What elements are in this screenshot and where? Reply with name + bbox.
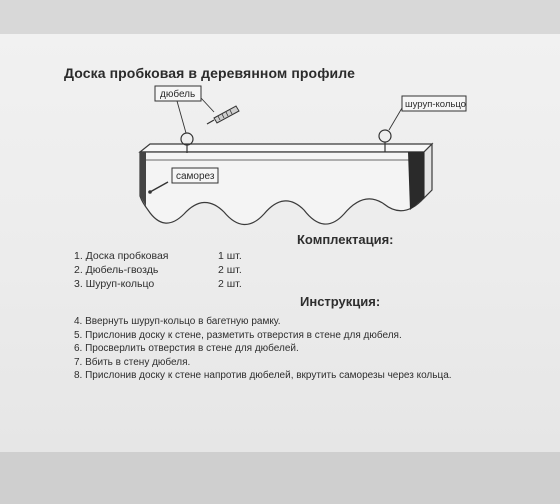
kit-item <box>74 250 274 264</box>
instruction-step: 5. Прислонив доску к стене, разметить отверстия в стене для дюбеля. <box>74 329 402 341</box>
kit-item-qty: 2 шт. <box>218 264 242 276</box>
dowel-label <box>155 86 214 133</box>
kit-heading: Комплектация: <box>297 232 394 247</box>
instructions-heading: Инструкция: <box>300 294 381 309</box>
instructions-list <box>74 316 452 384</box>
kit-item <box>74 278 274 292</box>
svg-text:дюбель: дюбель <box>160 89 196 100</box>
self-tapping-screw-label <box>172 168 218 183</box>
cork-board-drawing <box>140 144 432 225</box>
kit-item-qty: 1 шт. <box>218 250 242 262</box>
instruction-step: 4. Ввернуть шуруп-кольцо в багетную рамку. <box>74 316 281 327</box>
kit-item-name: 3. Шуруп-кольцо <box>74 278 155 290</box>
kit-item <box>74 264 274 278</box>
instruction-step: 8. Прислонив доску к стене напротив дюбелей, вкрутить саморезы через кольца. <box>74 370 452 381</box>
document-title: Доска пробковая в деревянном профиле <box>64 65 355 81</box>
svg-text:саморез: саморез <box>176 171 215 182</box>
dowel-drawing <box>207 106 239 124</box>
instruction-step: 6. Просверлить отверстия в стене для дюбелей. <box>74 343 299 354</box>
kit-item-name: 2. Дюбель-гвоздь <box>74 264 159 276</box>
instruction-step: 7. Вбить в стену дюбеля. <box>74 356 191 368</box>
kit-item-qty: 2 шт. <box>218 278 242 290</box>
svg-text:шуруп-кольцо: шуруп-кольцо <box>405 99 466 110</box>
kit-item-name: 1. Доска пробковая <box>74 250 169 262</box>
screw-ring-label <box>389 96 466 130</box>
kit-list <box>74 250 274 292</box>
